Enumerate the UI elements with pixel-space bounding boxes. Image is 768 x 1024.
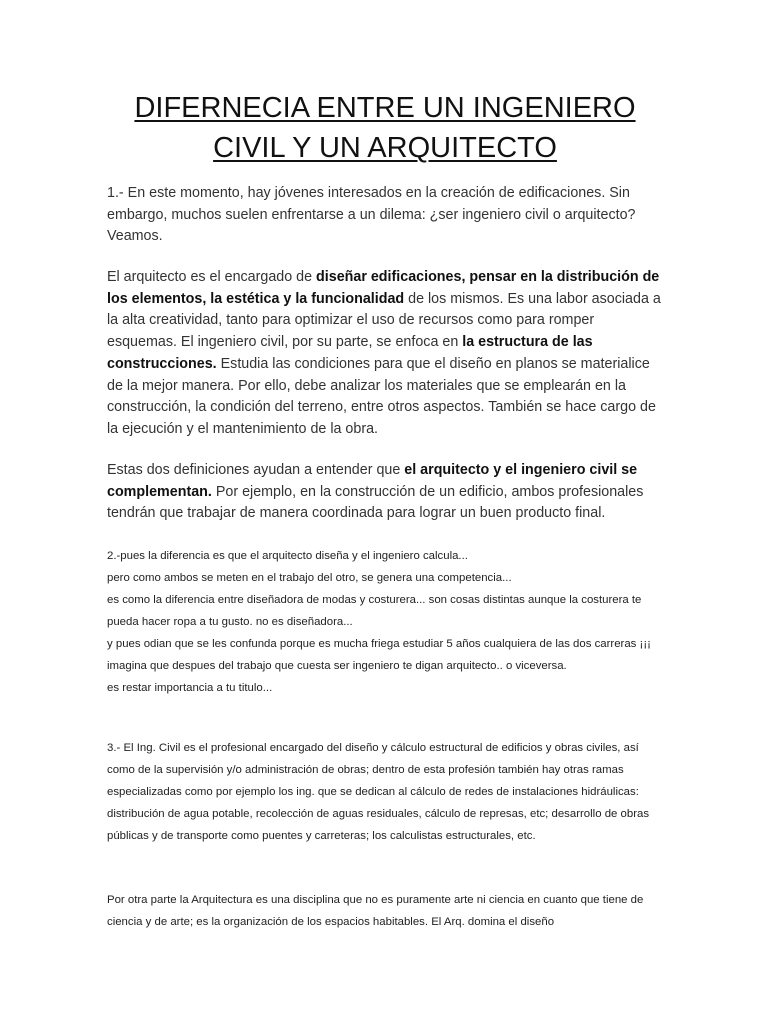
p3-text-1: Estas dos definiciones ayudan a entender que — [107, 462, 405, 478]
section2-line-5: imagina que despues del trabajo que cuesta ser ingeniero te digan arquitecto.. o viceversa. — [107, 660, 567, 672]
paragraph-complementan — [107, 460, 667, 525]
p2-bold-1: diseñar edificaciones, pensar en la distribución de los elementos, la estética y la funcionalidad — [107, 269, 660, 307]
section-4: Por otra parte la Arquitectura es una disciplina que no es puramente arte ni ciencia en cuanto que tiene de ciencia y de arte; es la organización de los espacios habitables. El Arq. domina el diseño — [107, 894, 644, 928]
section-2 — [107, 545, 667, 699]
p3-text-2: Por ejemplo, en la construcción de un edificio, ambos profesionales tendrán que trabajar de manera coordinada para lograr un buen producto final. — [107, 483, 644, 522]
p2-text-3: Estudia las condiciones para que el diseño en planos se materialice de la mejor manera. Por ello, debe analizar los materiales que se emplearán en la construcción, la condición del terreno, entre otros aspectos. También se hace cargo de la ejecución y el mantenimiento de la obra. — [107, 355, 656, 437]
section2-line-1: 2.-pues la diferencia es que el arquitecto diseña y el ingeniero calcula... — [107, 550, 468, 562]
section2-line-3: es como la diferencia entre diseñadora de modas y costurera... son cosas distintas aunque la costurera te pueda hacer ropa a tu gusto. no es diseñadora... — [107, 594, 642, 628]
p2-bold-2: la estructura de las construcciones. — [107, 334, 593, 372]
section2-line-4: y pues odian que se les confunda porque es mucha friega estudiar 5 años cualquiera de las dos carreras ¡¡¡ — [107, 638, 651, 650]
paragraph-intro: 1.- En este momento, hay jóvenes interesados en la creación de edificaciones. Sin embargo, muchos suelen enfrentarse a un dilema: ¿ser ingeniero civil o arquitecto? Veamos. — [107, 185, 636, 245]
section2-line-6: es restar importancia a tu titulo... — [107, 682, 273, 694]
p3-bold-1: el arquitecto y el ingeniero civil se complementan. — [107, 462, 638, 500]
p2-text-2: de los mismos. Es una labor asociada a la alta creatividad, tanto para optimizar el uso de recursos como para romper esquemas. El ingeniero civil, por su parte, se enfoca en — [107, 290, 661, 351]
document-title — [100, 88, 670, 168]
section2-line-2: pero como ambos se meten en el trabajo del otro, se genera una competencia... — [107, 572, 512, 584]
section-3: 3.- El Ing. Civil es el profesional encargado del diseño y cálculo estructural de edificios y obras civiles, así como de la supervisión y/o administración de obras; dentro de esta profesión también hay otras ramas especializadas como por ejemplo los ing. que se dedican al cálculo de redes de instalaciones hidráulicas: distribución de agua potable, recolección de aguas residuales, cálculo de represas, etc; desarrollo de obras públicas y de transporte como puentes y carreteras; los calculistas estructurales, etc. — [107, 742, 650, 842]
paragraph-arquitecto — [107, 267, 667, 441]
title-line-2: CIVIL Y UN ARQUITECTO — [213, 132, 557, 164]
title-line-1: DIFERNECIA ENTRE UN INGENIERO — [134, 92, 636, 124]
p2-text-1: El arquitecto es el encargado de — [107, 269, 317, 285]
